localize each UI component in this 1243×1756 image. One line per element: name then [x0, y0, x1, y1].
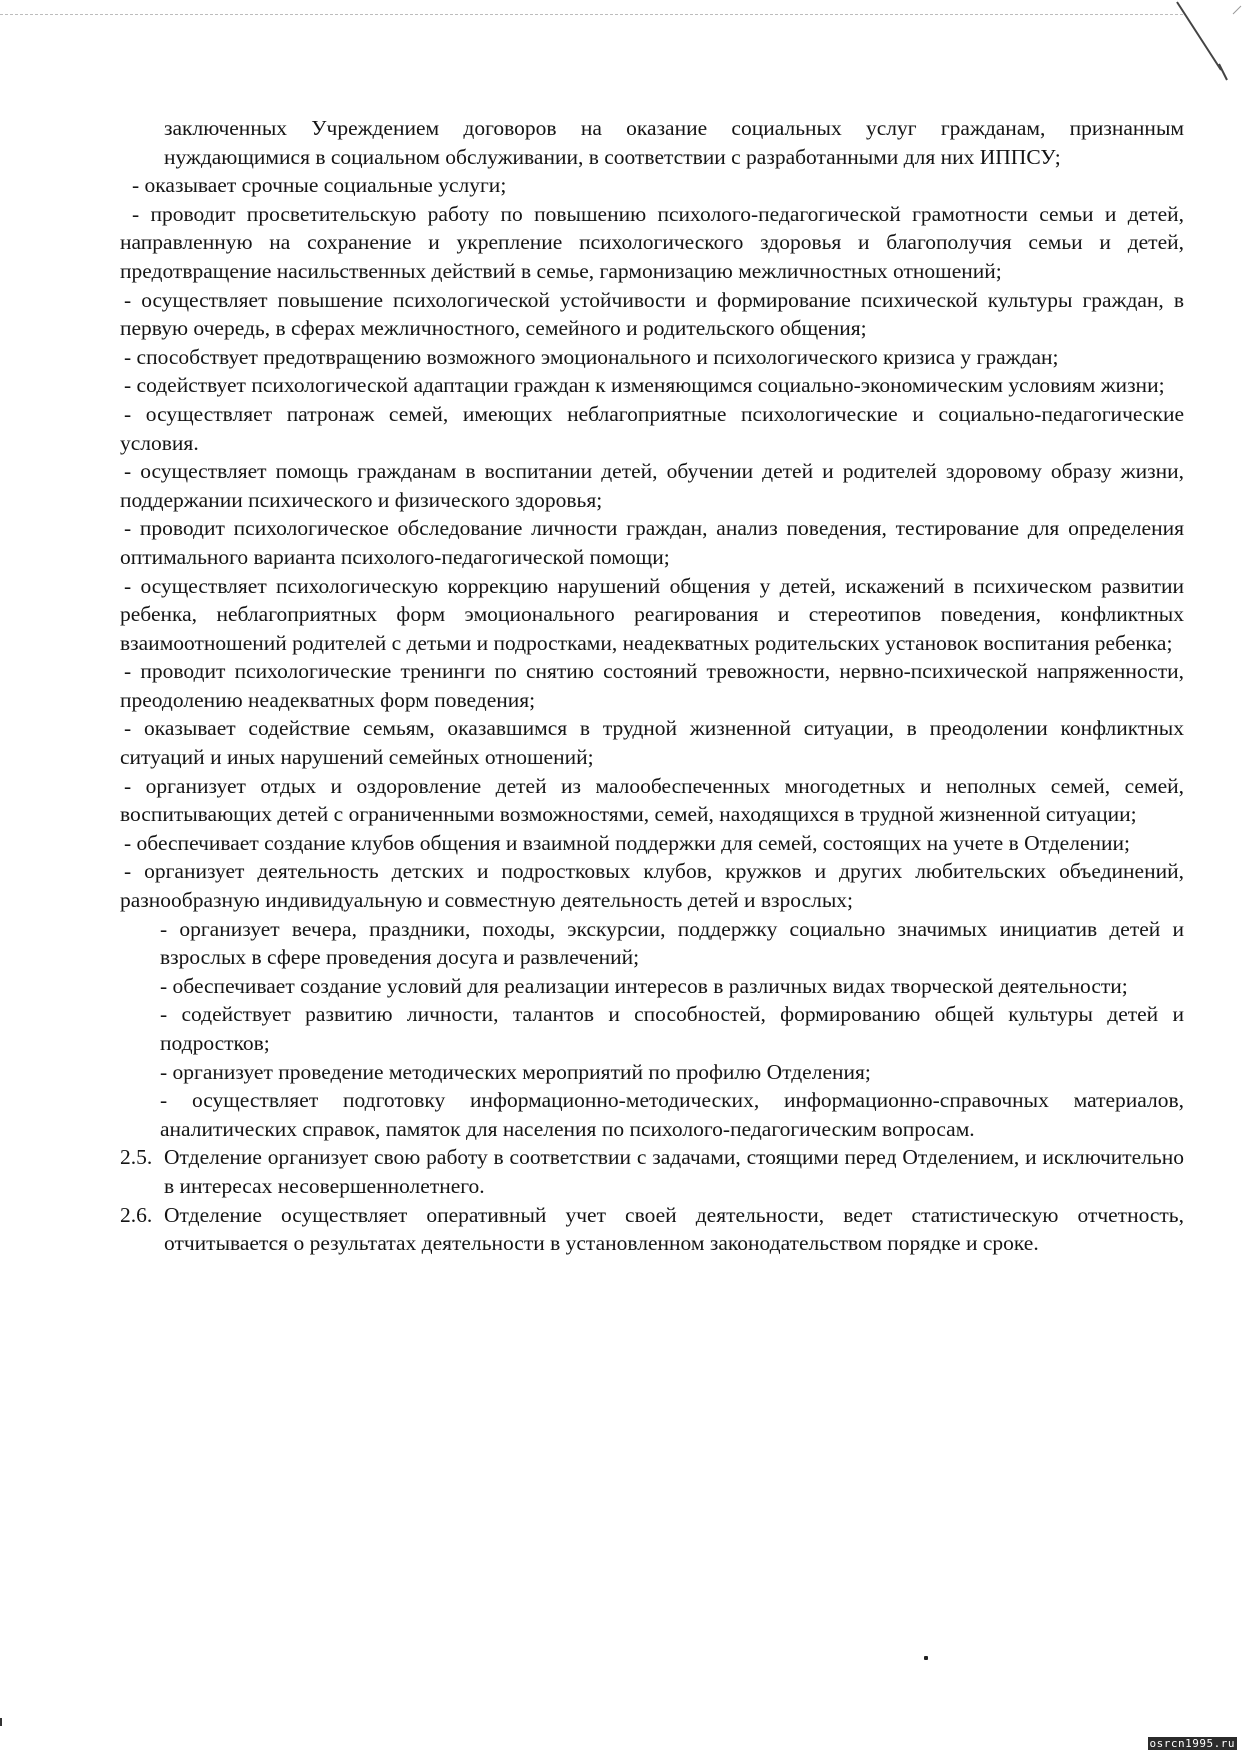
list-item: - осуществляет подготовку информационно-методических, информационно-справочных материалов, аналитических справок, памяток для населения по психолого-педагогическим вопросам.	[160, 1088, 1184, 1141]
paragraph: заключенных Учреждением договоров на оказание социальных услуг гражданам, признанным нуждающимися в социальном обслуживании, в соответствии с разработанными для них ИППСУ;	[164, 116, 1184, 169]
list-item: - проводит психологическое обследование личности граждан, анализ поведения, тестирование для определения оптимального варианта психолого-педагогической помощи;	[120, 516, 1184, 569]
list-item: - осуществляет помощь гражданам в воспитании детей, обучении детей и родителей здоровому образу жизни, поддержании психического и физического здоровья;	[120, 459, 1184, 512]
site-watermark: osrcn1995.ru	[1149, 1737, 1235, 1750]
list-item: - обеспечивает создание клубов общения и взаимной поддержки для семей, состоящих на учете в Отделении;	[124, 830, 1130, 855]
list-item: - осуществляет патронаж семей, имеющих неблагоприятные психологические и социально-педагогические условия.	[120, 401, 1184, 455]
list-item: - оказывает содействие семьям, оказавшимся в трудной жизненной ситуации, в преодолении конфликтных ситуаций и иных нарушений семейных отношений;	[120, 716, 1184, 770]
list-item: - проводит просветительскую работу по повышению психолого-педагогической грамотности семьи и детей, направленную на сохранение и укрепление психологического здоровья и благополучия семьи и детей, предотвращение насильственных действий в семье, гармонизацию межличностных отношений;	[120, 201, 1184, 283]
list-item: - проводит психологические тренинги по снятию состояний тревожности, нервно-психической напряженности, преодолению неадекватных форм поведения;	[120, 659, 1184, 712]
list-item: - организует отдых и оздоровление детей из малообеспеченных многодетных и неполных семей, семей, воспитывающих детей с ограниченными возможностями, семей, находящихся в трудной жизненной ситуации;	[120, 773, 1184, 827]
document-body	[120, 114, 1184, 1258]
list-item: - способствует предотвращению возможного эмоционального и психологического кризиса у граждан;	[124, 344, 1059, 369]
list-item: - организует проведение методических мероприятий по профилю Отделения;	[160, 1059, 871, 1084]
numbered-section-2-6	[120, 1201, 1184, 1258]
list-item: - организует деятельность детских и подростковых клубов, кружков и других любительских объединений, разнообразную индивидуальную и совместную деятельность детей и взрослых;	[120, 859, 1184, 913]
list-item: - организует вечера, праздники, походы, экскурсии, поддержку социально значимых инициатив детей и взрослых в сфере проведения досуга и развлечений;	[160, 916, 1184, 970]
scan-top-edge	[0, 14, 1183, 15]
scan-edge-mark	[0, 1718, 2, 1726]
section-text: Отделение осуществляет оперативный учет своей деятельности, ведет статистическую отчетность, отчитывается о результатах деятельности в установленном законодательством порядке и сроке.	[164, 1202, 1184, 1256]
section-text: Отделение организует свою работу в соответствии с задачами, стоящими перед Отделением, и исключительно в интересах несовершеннолетнего.	[164, 1145, 1184, 1198]
scan-corner-artifact	[1163, 0, 1243, 110]
list-item: - оказывает срочные социальные услуги;	[132, 173, 507, 198]
list-item: - осуществляет психологическую коррекцию нарушений общения у детей, искажений в психическом развитии ребенка, неблагоприятных форм эмоционального реагирования и стереотипов поведения, конфликтных взаимоотношений родителей с детьми и подростками, неадекватных родительских установок воспитания ребенка;	[120, 573, 1184, 655]
section-number: 2.5.	[120, 1145, 153, 1170]
section-number: 2.6.	[120, 1202, 153, 1227]
numbered-section-2-5	[120, 1143, 1184, 1200]
list-item: - содействует развитию личности, талантов и способностей, формированию общей культуры детей и подростков;	[160, 1002, 1184, 1055]
list-item: - содействует психологической адаптации граждан к изменяющимся социально-экономическим условиям жизни;	[124, 373, 1165, 398]
scan-speck	[924, 1656, 928, 1660]
list-item: - обеспечивает создание условий для реализации интересов в различных видах творческой деятельности;	[160, 973, 1128, 998]
list-item: - осуществляет повышение психологической устойчивости и формирование психической культуры граждан, в первую очередь, в сферах межличностного, семейного и родительского общения;	[120, 287, 1184, 341]
